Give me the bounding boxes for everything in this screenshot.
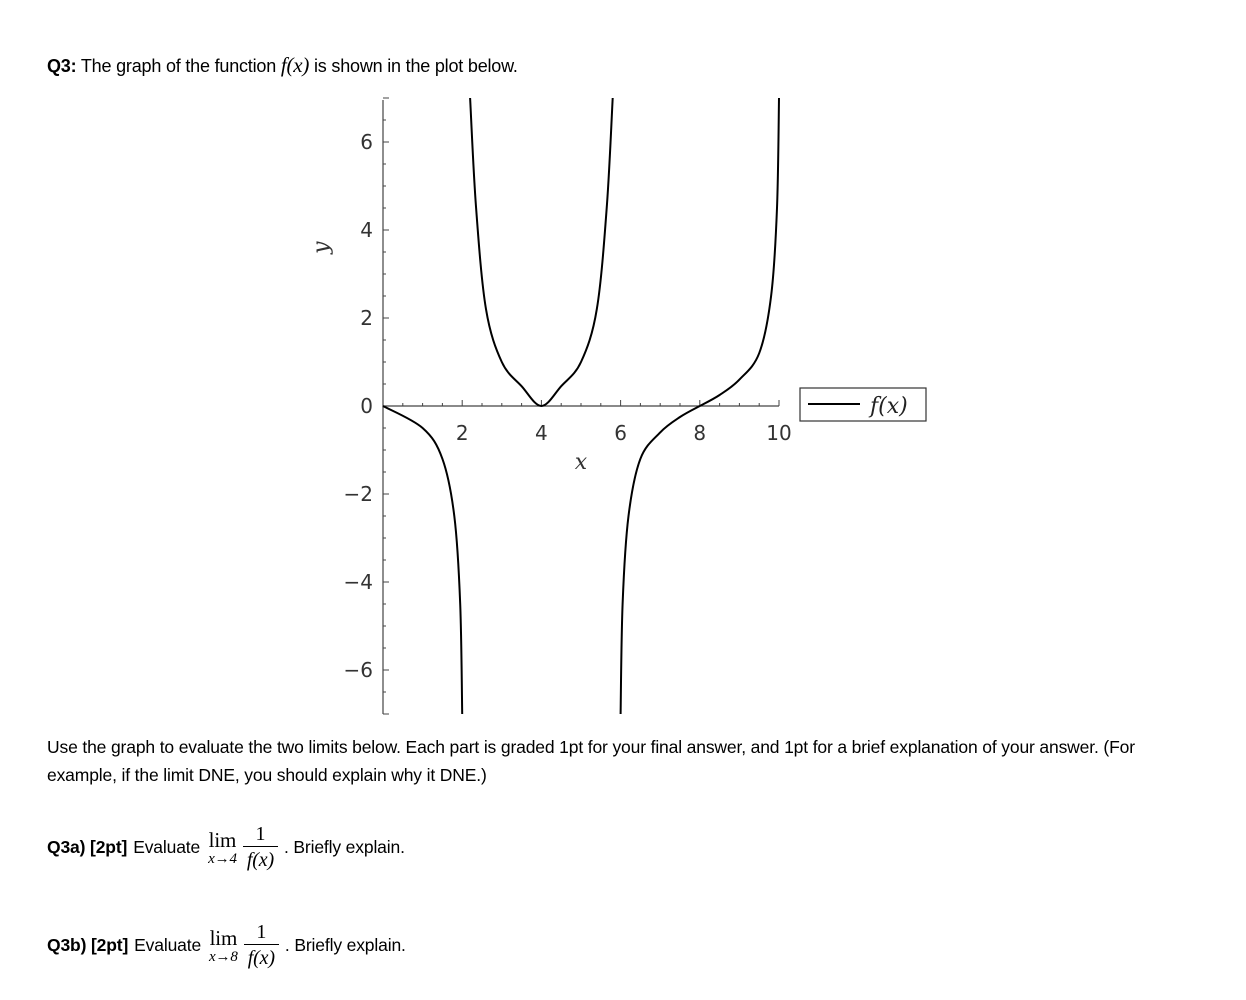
legend-label: f(x) bbox=[870, 394, 908, 419]
x-tick-label: 8 bbox=[693, 421, 707, 445]
part-a-label: Q3a) [2pt] bbox=[47, 837, 128, 857]
y-tick-label: 0 bbox=[360, 394, 373, 418]
x-tick-label: 10 bbox=[766, 421, 792, 445]
part-b-lim-sub: x→8 bbox=[209, 948, 238, 965]
y-tick-label: −4 bbox=[343, 570, 373, 594]
part-a-lim: lim bbox=[208, 827, 237, 852]
question-intro: The graph of the function bbox=[80, 56, 277, 76]
curve-branch-right-up bbox=[700, 98, 779, 406]
question-outro: is shown in the plot below. bbox=[314, 56, 518, 76]
x-tick-label: 2 bbox=[455, 421, 469, 445]
y-tick-label: 4 bbox=[360, 218, 373, 242]
part-b-numerator: 1 bbox=[256, 921, 267, 943]
part-b-label: Q3b) [2pt] bbox=[47, 935, 129, 955]
part-b-denominator: f(x) bbox=[247, 947, 275, 969]
part-b bbox=[47, 920, 406, 971]
function-plot bbox=[300, 88, 940, 723]
part-a-numerator: 1 bbox=[255, 823, 266, 845]
part-a-lim-sub: x→4 bbox=[208, 850, 237, 867]
function-name: f(x) bbox=[280, 53, 310, 77]
y-axis-label: y bbox=[309, 241, 334, 254]
part-a-expression bbox=[208, 822, 278, 873]
part-a bbox=[47, 822, 405, 873]
y-tick-label: 2 bbox=[360, 306, 373, 330]
y-tick-label: −2 bbox=[343, 482, 373, 506]
part-a-verb: Evaluate bbox=[133, 837, 201, 857]
part-b-after: . Briefly explain. bbox=[284, 935, 406, 955]
part-b-lim: lim bbox=[209, 925, 238, 950]
part-a-denominator: f(x) bbox=[246, 849, 274, 871]
part-a-after: . Briefly explain. bbox=[283, 837, 405, 857]
y-tick-label: −6 bbox=[343, 658, 373, 682]
y-tick-label: 6 bbox=[360, 130, 373, 154]
x-tick-label: 6 bbox=[614, 421, 627, 445]
part-b-expression bbox=[209, 920, 279, 971]
question-label: Q3: bbox=[47, 56, 77, 76]
x-axis-label: x bbox=[574, 450, 588, 475]
instructions: Use the graph to evaluate the two limits below. Each part is graded 1pt for your final answer, and 1pt for a brief explanation of your answer. (For example, if the limit DNE, you should explain why it DNE.) bbox=[47, 737, 1135, 785]
x-tick-label: 4 bbox=[535, 421, 548, 445]
part-b-verb: Evaluate bbox=[134, 935, 202, 955]
curve-branch-left-down bbox=[383, 406, 462, 714]
question-title bbox=[47, 53, 518, 78]
curve-branch-right-down bbox=[621, 406, 700, 714]
curve-branch-middle-u bbox=[470, 98, 613, 406]
